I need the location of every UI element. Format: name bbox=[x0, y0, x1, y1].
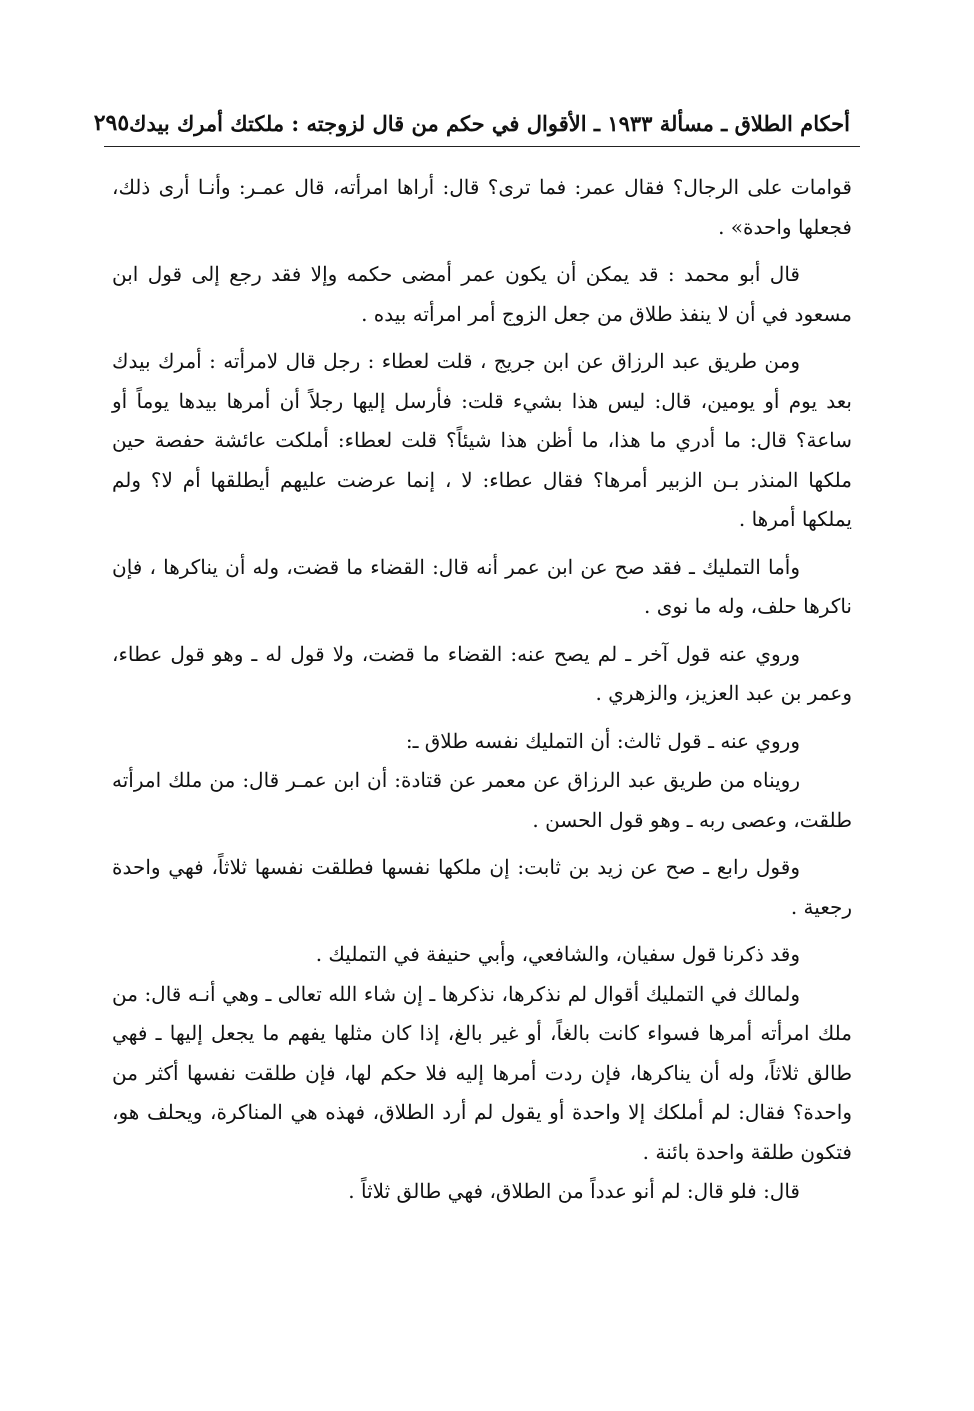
paragraph-5: وروي عنه قول آخر ـ لم يصح عنه: القضاء ما قضت، ولا قول له ـ وهو قول عطاء، وعمر بن عبد العزيز، والزهري . bbox=[112, 641, 852, 705]
paragraph-8: وقول رابع ـ صح عن زيد بن ثابت: إن ملكها نفسها فطلقت نفسها ثلاثاً، فهي واحدة رجعية . bbox=[112, 855, 852, 919]
page-number: ٢٩٥ bbox=[93, 110, 130, 136]
body-text bbox=[112, 168, 852, 1220]
paragraph-1: قوامات على الرجال؟ فقال عمر: فما ترى؟ قال: أراها امرأته، قال عمـر: وأنـا أرى ذلك، فجعلها واحدة» . bbox=[112, 175, 852, 239]
paragraph-11: قال: فلو قال: لم أنو عدداً من الطلاق، فهي طالق ثلاثاً . bbox=[348, 1179, 800, 1203]
paragraph-2: قال أبو محمد : قد يمكن أن يكون عمر أمضى حكمه وإلا فقد رجع إلى قول ابن مسعود في أن لا ينفذ طلاق من جعل الزوج أمر امرأته بيده . bbox=[112, 262, 852, 326]
running-title: أحكام الطلاق ـ مسألة ١٩٣٣ ـ الأقوال في حكم من قال لزوجته : ملكتك أمرك بيدك bbox=[129, 111, 850, 136]
paragraph-10: ولمالك في التمليك أقوال لم نذكرها، نذكرها ـ إن شاء الله تعالى ـ وهي أنـه قال: من ملك امرأته أمرها فسواء كانت بالغاً، أو غير بالغ، إذا كان مثلها يفهم ما يجعل إليها ـ فهي طالق ثلاثاً، وله أن يناكرها، فإن ردت أمرها إليه فلا حكم لها، فإن طلقت نفسها أكثر من واحدة؟ فقال: لم أملكك إلا واحدة أو يقول لم أرد الطلاق، فهذه هي المناكرة، ويحلف هو، فتكون طلقة واحدة بائنة . bbox=[112, 981, 852, 1164]
paragraph-4: وأما التمليك ـ فقد صح عن ابن عمر أنه قال: القضاء ما قضت، وله أن يناكرها ، فإن ناكرها حلف، وله ما نوى . bbox=[112, 554, 852, 618]
page-header bbox=[93, 96, 850, 136]
paragraph-7: رويناه من طريق عبد الرزاق عن معمر عن قتادة: أن ابن عمـر قال: من ملك امرأته طلقت، وعصى ربه ـ وهو قول الحسن . bbox=[112, 768, 852, 832]
paragraph-3: ومن طريق عبد الرزاق عن ابن جريج ، قلت لعطاء : رجل قال لامرأته : أمرك بيدك بعد يوم أو يومين، قال: ليس هذا بشيء قلت: فأرسل إليها رجلاً أن أمرها بيدها يوماً أو ساعة؟ قال: ما أدري ما هذا، ما أظن هذا شيئاً؟ قلت لعطاء: أملكت عائشة حفصة حين ملكها المنذر بـن الزبير أمرها؟ فقال عطاء: لا ، إنما عرضت عليهم أيطلقها أم لا؟ ولم يملكها أمرها . bbox=[112, 349, 852, 531]
header-rule bbox=[104, 146, 860, 147]
paragraph-6: وروي عنه ـ قول ثالث: أن التمليك نفسه طلاق ـ: bbox=[405, 728, 800, 753]
paragraph-9: وقد ذكرنا قول سفيان، والشافعي، وأبي حنيفة في التمليك . bbox=[315, 942, 800, 966]
